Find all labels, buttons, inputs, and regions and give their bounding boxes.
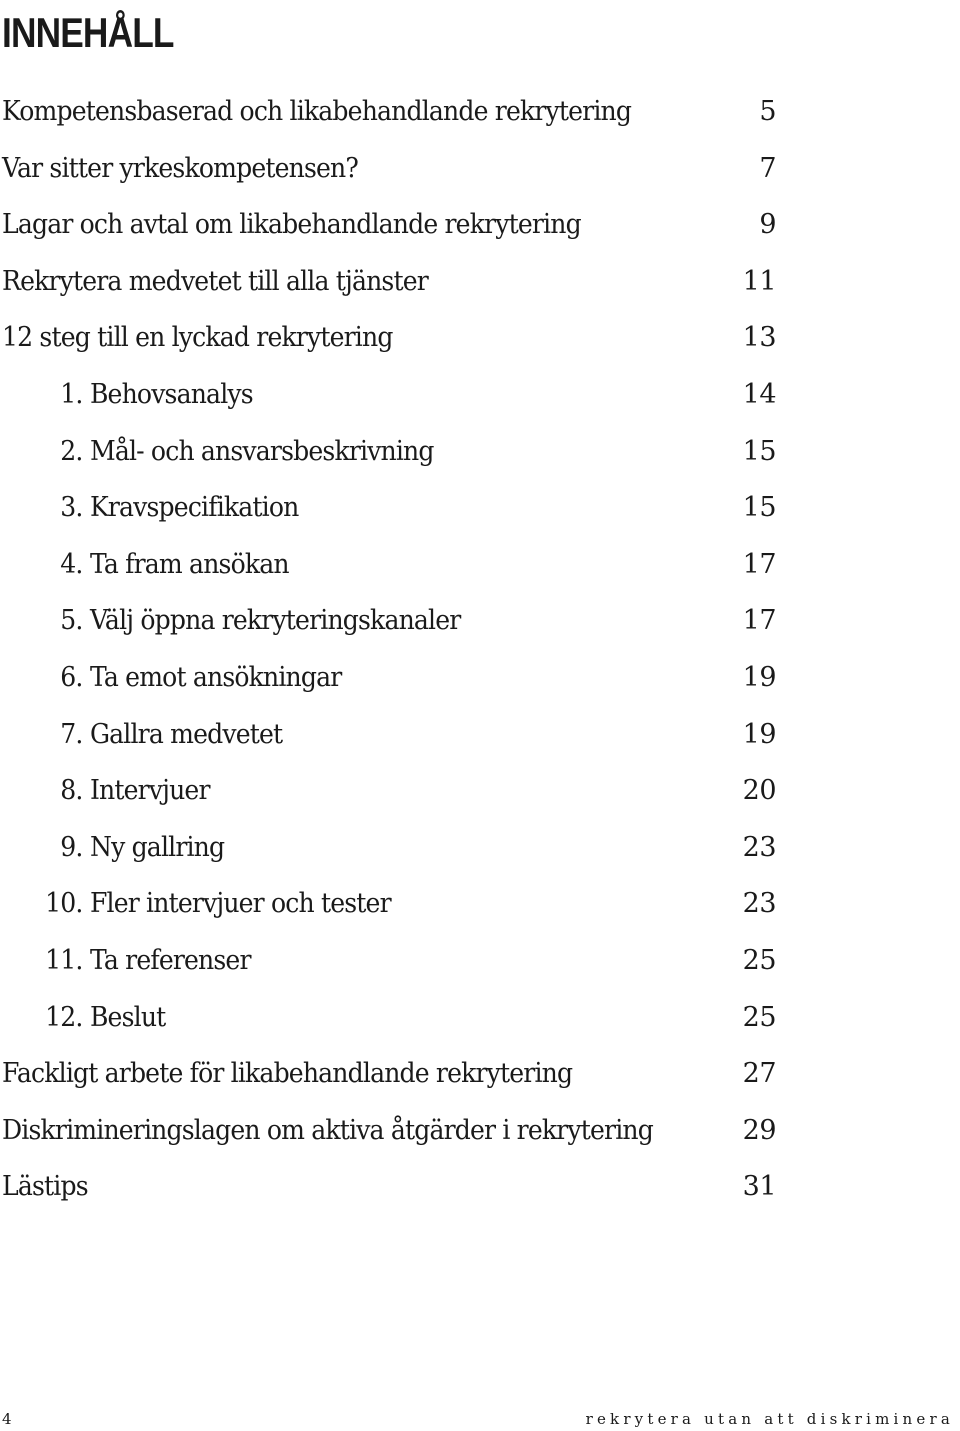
- toc-subentry: [0, 424, 800, 481]
- toc-entry-page: 25: [742, 1001, 776, 1033]
- toc-entry-title: [36, 424, 434, 480]
- toc-subentry: [0, 763, 800, 820]
- toc-entry-page: 17: [742, 548, 776, 580]
- toc-step-title: Gallra medvetet: [89, 718, 283, 750]
- toc-entry-page: 23: [742, 831, 776, 863]
- toc-entry-page: 13: [742, 322, 776, 354]
- toc-step-number: 7.: [60, 718, 83, 750]
- toc-step-number: 10.: [45, 888, 83, 920]
- toc-step-title: Fler intervjuer och tester: [89, 888, 391, 920]
- toc-entry-page: 29: [742, 1114, 776, 1146]
- toc-step-title: Beslut: [89, 1001, 166, 1033]
- toc-step-number: 11.: [45, 944, 83, 976]
- toc-subentry: [0, 990, 800, 1047]
- toc-entry: [0, 1046, 800, 1103]
- toc-entry-title: [36, 876, 391, 932]
- toc-step-title: Intervjuer: [89, 775, 210, 807]
- toc-step-number: 9.: [60, 831, 83, 863]
- toc-subentry: [0, 593, 800, 650]
- toc-subentry: [0, 876, 800, 933]
- footer-running-title: rekrytera utan att diskriminera: [585, 1410, 954, 1428]
- toc-entry-title: [36, 763, 210, 819]
- toc-entry-title: [36, 933, 251, 989]
- toc-entry-page: 31: [742, 1171, 776, 1203]
- toc-step-title: Behovsanalys: [89, 378, 253, 410]
- toc-entry-title: Rekrytera medvetet till alla tjänster: [2, 265, 428, 297]
- toc-step-number: 6.: [60, 661, 83, 693]
- toc-step-title: Kravspecifikation: [89, 492, 299, 524]
- toc-step-title: Mål- och ansvarsbeskrivning: [89, 435, 434, 467]
- toc-entry-title: [36, 367, 253, 423]
- toc-step-number: 8.: [60, 775, 83, 807]
- toc-entry-title: Fackligt arbete för likabehandlande rekrytering: [2, 1058, 573, 1090]
- toc-subentry: [0, 707, 800, 764]
- toc-entry-page: 5: [759, 96, 776, 127]
- footer-page-number: 4: [2, 1410, 12, 1428]
- toc-entry: [0, 197, 800, 254]
- toc-subentry: [0, 650, 800, 707]
- toc-entry-title: [36, 707, 282, 763]
- toc-step-title: Ta emot ansökningar: [89, 661, 342, 693]
- toc-entry: [0, 254, 800, 311]
- toc-entry-title: [36, 537, 289, 593]
- page-title: INNEHÅLL: [2, 9, 174, 56]
- toc-entry-page: 19: [742, 718, 776, 750]
- toc-entry-page: 17: [742, 605, 776, 637]
- toc-step-number: 1.: [60, 378, 83, 410]
- toc-entry: [0, 141, 800, 198]
- toc-entry-title: Lagar och avtal om likabehandlande rekrytering: [2, 209, 581, 241]
- toc-step-number: 5.: [60, 605, 83, 637]
- toc-step-number: 2.: [60, 435, 83, 467]
- toc-step-number: 3.: [60, 492, 83, 524]
- toc-entry-page: 9: [759, 209, 776, 241]
- toc-entry: [0, 1103, 800, 1160]
- toc-entry-page: 15: [742, 492, 776, 524]
- toc-entry-title: [36, 820, 224, 876]
- toc-step-number: 12.: [45, 1001, 83, 1033]
- toc-step-title: Ta referenser: [89, 944, 251, 976]
- toc-subentry: [0, 480, 800, 537]
- toc-entry-page: 7: [759, 152, 776, 184]
- toc-entry: [0, 84, 800, 141]
- toc-entry-title: Lästips: [2, 1171, 88, 1203]
- toc-entry: [0, 310, 800, 367]
- toc-entry-page: 15: [742, 435, 776, 467]
- toc-entry-page: 25: [742, 944, 776, 976]
- toc-subentry: [0, 367, 800, 424]
- toc-entry-title: [36, 650, 341, 706]
- toc-entry-title: [36, 593, 460, 649]
- toc-entry-page: 14: [742, 378, 776, 410]
- toc-entry-title: Kompetensbaserad och likabehandlande rekrytering: [2, 96, 632, 127]
- toc-entry-title: Diskrimineringslagen om aktiva åtgärder i rekrytering: [2, 1114, 653, 1146]
- toc-entry-title: Var sitter yrkeskompetensen?: [2, 152, 359, 184]
- toc-step-number: 4.: [60, 548, 83, 580]
- toc-subentry: [0, 933, 800, 990]
- toc-entry-page: 19: [742, 661, 776, 693]
- toc-step-title: Välj öppna rekryteringskanaler: [89, 605, 461, 637]
- toc-entry-page: 11: [742, 265, 776, 297]
- toc-entry: [0, 1159, 800, 1216]
- toc-subentry: [0, 820, 800, 877]
- toc-entry-page: 27: [742, 1058, 776, 1090]
- toc-entry-title: [36, 480, 298, 536]
- toc-entry-title: [36, 990, 165, 1046]
- toc-step-title: Ny gallring: [89, 831, 225, 863]
- table-of-contents: [0, 84, 800, 1216]
- toc-subentry: [0, 537, 800, 594]
- toc-entry-page: 23: [742, 888, 776, 920]
- toc-entry-page: 20: [742, 775, 776, 807]
- toc-step-title: Ta fram ansökan: [89, 548, 289, 580]
- toc-entry-title: 12 steg till en lyckad rekrytering: [2, 322, 393, 354]
